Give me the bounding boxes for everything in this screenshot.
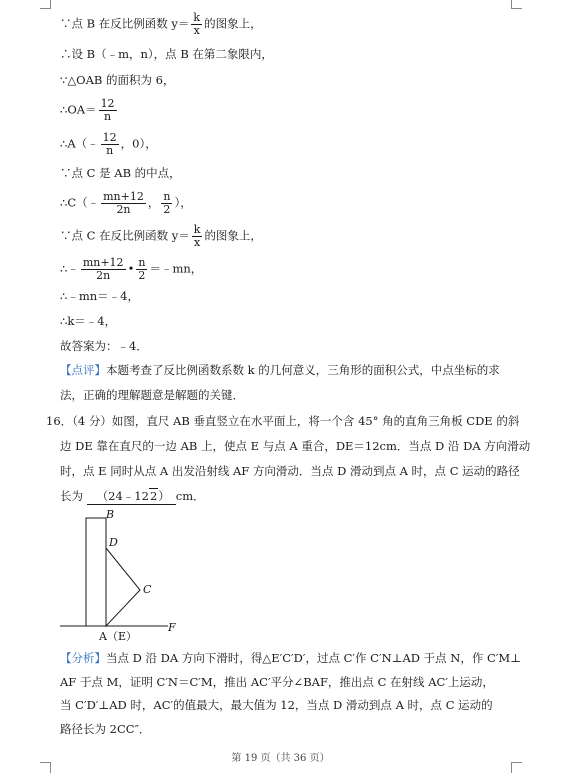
solution-line-8: ∵点 C 在反比例函数 y＝ $\frac{k}{x}$ 的图象上， <box>60 223 262 249</box>
label-AE: A（E） <box>99 630 137 643</box>
review-line-2: 法，正确的理解题意是解题的关键． <box>60 388 244 402</box>
solution-line-6: ∵点 C 是 AB 的中点， <box>60 166 181 180</box>
fraction-k-over-x: $\frac{k}{x}$ <box>193 11 201 37</box>
solution-line-12: 故答案为：﹣4． <box>60 339 148 353</box>
solution-line-10: ∴﹣mn＝﹣4， <box>60 289 139 303</box>
question-16-line-1: 16．（4 分）如图，直尺 AB 垂直竖立在水平面上，将一个含 45° 角的直角三角板 CDE 的斜 <box>46 414 520 428</box>
sqrt-2: 2 <box>149 489 158 503</box>
solution-line-1: ∵点 B 在反比例函数 y＝ $\frac{k}{x}$ 的图象上， <box>60 11 262 37</box>
label-F: F <box>168 621 176 634</box>
fraction-n-over-2: $\frac{n}{2}$ <box>138 256 146 282</box>
fraction-mn12-over-2n: $\frac{mn+12}{2n}$ <box>82 256 124 282</box>
analysis-line-1: 【分析】当点 D 沿 DA 方向下滑时，得△E′C′D′，过点 C′作 C′N⊥AD 于点 N，作 C′M⊥ <box>60 651 522 665</box>
fraction-k-over-x: $\frac{k}{x}$ <box>193 223 201 249</box>
fraction-12-over-n: $\frac{12}{n}$ <box>100 97 115 123</box>
solution-line-3: ∵△OAB 的面积为 6， <box>60 73 175 87</box>
solution-line-5: ∴A（﹣ $\frac{12}{n}$ ，0）， <box>60 131 157 157</box>
review-tag: 【点评】 <box>60 363 106 377</box>
analysis-tag: 【分析】 <box>60 651 106 665</box>
analysis-line-4: 路径长为 2CC″． <box>60 722 151 736</box>
solution-line-7: ∴C（﹣ $\frac{mn+12}{2n}$ ， $\frac{n}{2}$ ）， <box>60 190 192 216</box>
review-line-1: 【点评】本题考查了反比例函数系数 k 的几何意义，三角形的面积公式，中点坐标的求 <box>60 363 500 377</box>
page-footer: 第 19 页（共 36 页） <box>231 753 330 764</box>
label-C: C <box>143 583 152 596</box>
question-16-line-2: 边 DE 靠在直尺的一边 AB 上，使点 E 与点 A 重合，DE＝12cm．当点 D 沿 DA 方向滑动 <box>60 439 531 453</box>
label-B: B <box>106 508 115 521</box>
solution-line-4: ∴OA＝ $\frac{12}{n}$ <box>60 97 115 123</box>
fraction-mn12-over-2n: $\frac{mn+12}{2n}$ <box>103 190 144 216</box>
solution-line-11: ∴k＝﹣4， <box>60 314 117 328</box>
solution-line-9: ∴﹣ $\frac{mn+12}{2n}$ • $\frac{n}{2}$ ＝﹣mn， <box>60 256 203 282</box>
fraction-12-over-n: $\frac{12}{n}$ <box>102 131 117 157</box>
question-16-line-3: 时，点 E 同时从点 A 出发沿射线 AF 方向滑动．当点 D 滑动到点 A 时，点 C 运动的路径 <box>60 464 520 478</box>
ruler-AB <box>86 518 106 626</box>
fraction-n-over-2: $\frac{n}{2}$ <box>163 190 171 216</box>
analysis-line-3: 当 C′D′⊥AD 时，AC′的值最大，最大值为 12，当点 D 滑动到点 A 时，点 C 运动的 <box>60 698 493 712</box>
answer-blank: （24﹣122） <box>87 488 176 505</box>
analysis-line-2: AF 于点 M，证明 C′N＝C′M，推出 AC′平分∠BAF，推出点 C 在射线 AC′上运动， <box>60 675 494 689</box>
solution-line-2: ∴设 B（﹣m，n），点 B 在第二象限内， <box>60 47 273 61</box>
triangle-CDE <box>106 548 140 626</box>
question-number: 16． <box>46 414 73 428</box>
question-16-line-4: 长为 （24﹣122） cm． <box>60 489 205 503</box>
label-D: D <box>109 536 118 549</box>
